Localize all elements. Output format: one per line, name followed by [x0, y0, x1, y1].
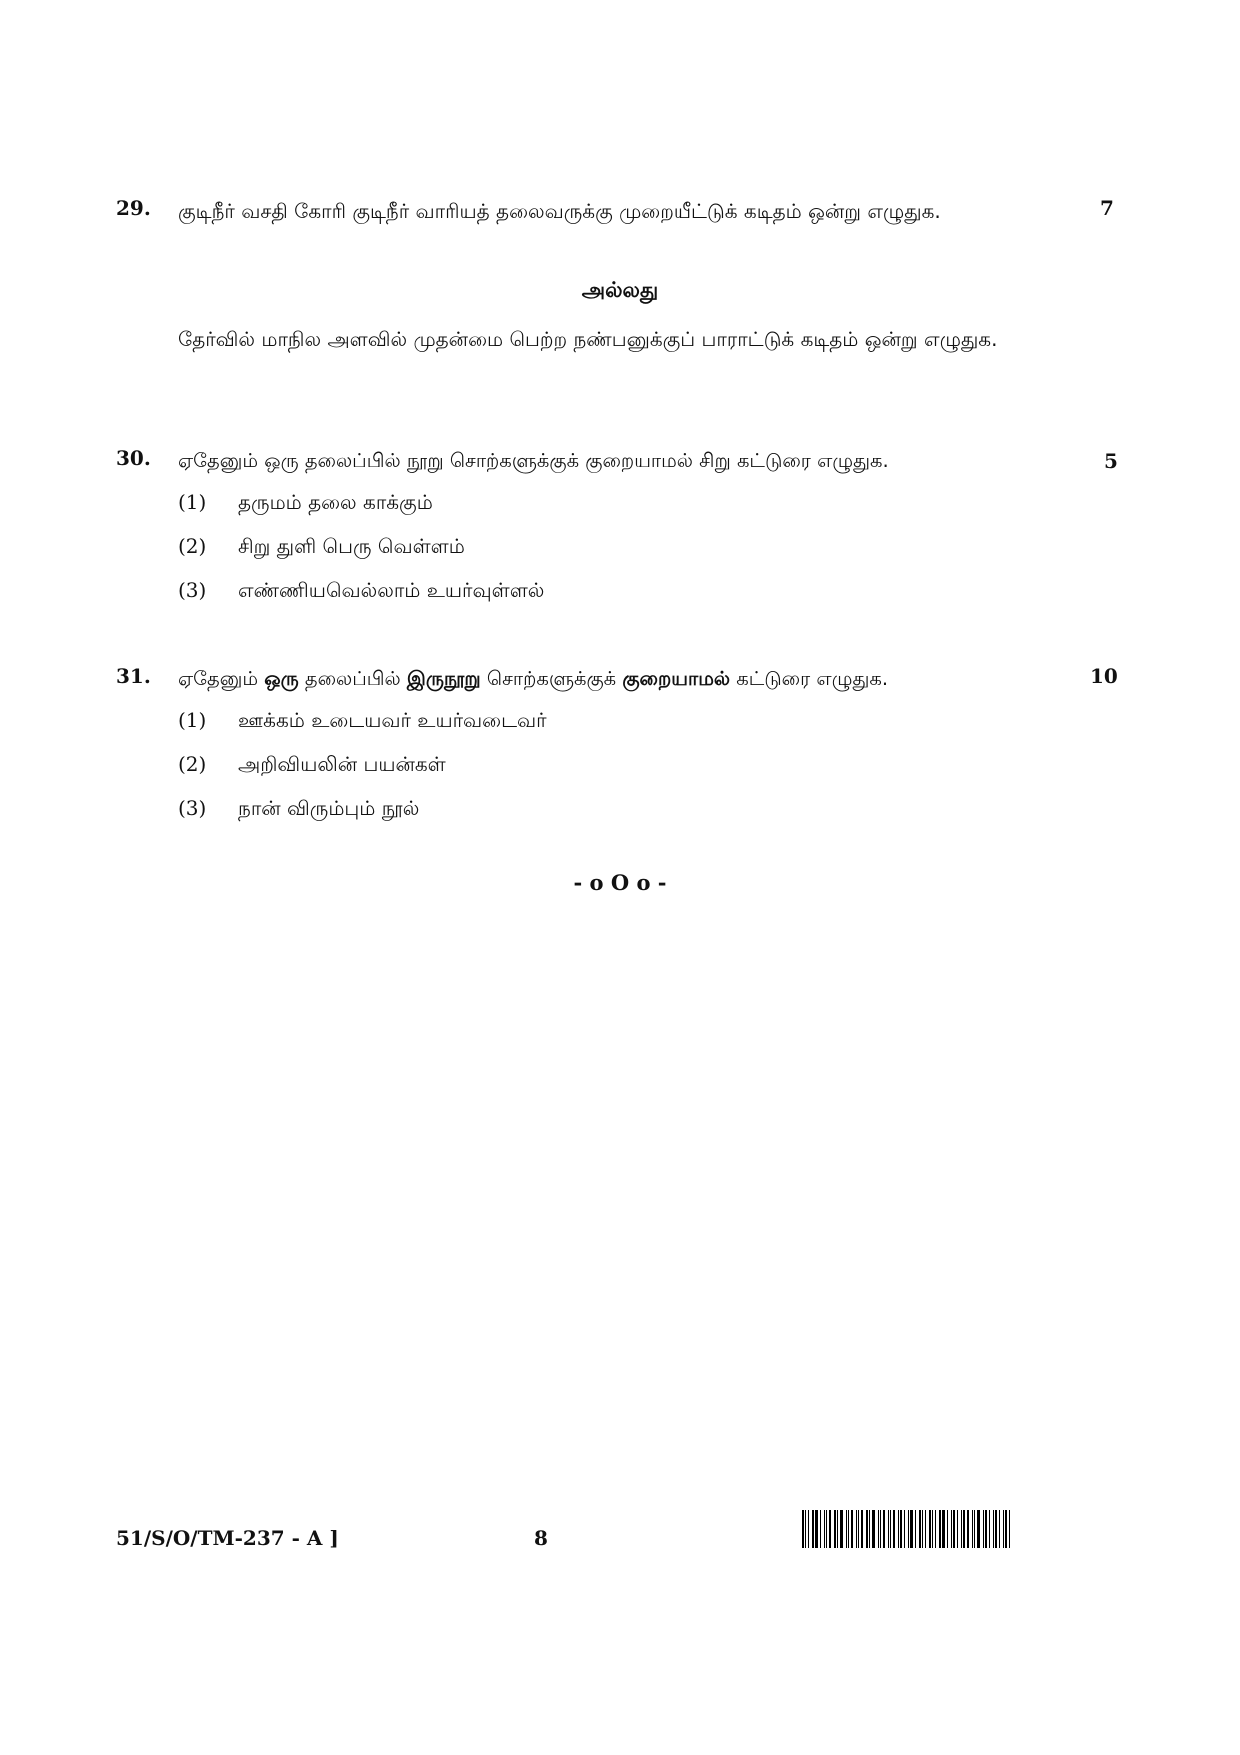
page-number: 8 — [534, 1526, 548, 1550]
barcode-bar — [826, 1510, 827, 1548]
option-number: (1) — [178, 708, 207, 732]
barcode-bar — [939, 1510, 941, 1548]
barcode-bar — [999, 1510, 1000, 1548]
option-number: (2) — [178, 534, 207, 558]
or-label: அல்லது — [581, 278, 659, 302]
barcode-bar — [820, 1510, 821, 1548]
barcode-bar — [872, 1510, 875, 1548]
text-part: கட்டுரை எழுதுக. — [730, 667, 889, 690]
barcode-bar — [893, 1510, 895, 1548]
barcode-bar — [805, 1510, 806, 1548]
barcode-bar — [878, 1510, 879, 1548]
barcode-bar — [1005, 1510, 1007, 1548]
barcode-bar — [880, 1510, 881, 1548]
option-number: (3) — [178, 578, 207, 602]
barcode-bar — [967, 1510, 969, 1548]
barcode-bar — [929, 1510, 931, 1548]
barcode-bar — [900, 1510, 902, 1548]
barcode-bar — [953, 1510, 955, 1548]
question-alt-text: தேர்வில் மாநில அளவில் முதன்மை பெற்ற நண்பனுக்குப் பாராட்டுக் கடிதம் ஒன்று எழுதுக. — [178, 327, 998, 351]
barcode-bar — [908, 1510, 909, 1548]
text-part: தலைப்பில் — [298, 667, 407, 690]
text-part: சொற்களுக்குக் — [480, 667, 623, 690]
text-part-bold: குறையாமல் — [622, 667, 731, 690]
barcode-bar — [858, 1510, 859, 1548]
barcode-bar — [856, 1510, 857, 1548]
question-text — [178, 658, 1058, 700]
list-item — [178, 490, 433, 517]
barcode-bar — [888, 1510, 889, 1548]
barcode-bar — [957, 1510, 958, 1548]
barcode-bar — [1003, 1510, 1004, 1548]
barcode-bar — [834, 1510, 836, 1548]
end-mark: - o O o - — [573, 870, 667, 895]
list-item — [178, 752, 446, 779]
question-marks: 10 — [1090, 664, 1118, 688]
barcode-bar — [1009, 1510, 1010, 1548]
question-text: ஏதேனும் ஒரு தலைப்பில் நூறு சொற்களுக்குக் குறையாமல் சிறு கட்டுரை எழுதுக. — [178, 449, 889, 472]
barcode-bar — [837, 1510, 838, 1548]
barcode-bar — [866, 1510, 868, 1548]
barcode-bar — [808, 1510, 809, 1548]
text-part-bold: ஒரு — [264, 667, 299, 690]
barcode-bar — [848, 1510, 849, 1548]
barcode-bar — [883, 1510, 885, 1548]
barcode-bar — [995, 1510, 997, 1548]
barcode-bar — [925, 1510, 926, 1548]
barcode-bar — [869, 1510, 870, 1548]
paper-code: 51/S/O/TM-237 - A ] — [116, 1526, 339, 1550]
barcode-bar — [932, 1510, 933, 1548]
question-number: 31. — [116, 664, 151, 688]
barcode-bar — [961, 1510, 962, 1548]
question-marks: 7 — [1100, 196, 1114, 220]
barcode-bar — [812, 1510, 814, 1548]
option-number: (2) — [178, 752, 207, 776]
list-item — [178, 534, 465, 561]
option-text: எண்ணியவெல்லாம் உயர்வுள்ளல் — [238, 578, 545, 602]
barcode-bar — [922, 1510, 923, 1548]
barcode-bar — [802, 1510, 804, 1548]
question-text: குடிநீர் வசதி கோரி குடிநீர் வாரியத் தலைவருக்கு முறையீட்டுக் கடிதம் ஒன்று எழுதுக. — [178, 199, 941, 223]
barcode-bar — [993, 1510, 994, 1548]
barcode-bar — [846, 1510, 847, 1548]
list-item — [178, 796, 419, 823]
barcode-bar — [977, 1510, 980, 1548]
option-text: தருமம் தலை காக்கும் — [238, 490, 433, 514]
barcode-bar — [851, 1510, 853, 1548]
barcode-bar — [890, 1510, 891, 1548]
barcode-bar — [983, 1510, 984, 1548]
barcode-bar — [829, 1510, 831, 1548]
list-item — [178, 708, 547, 735]
barcode-bar — [935, 1510, 936, 1548]
barcode-bar — [915, 1510, 916, 1548]
option-number: (1) — [178, 490, 207, 514]
barcode-bar — [951, 1510, 952, 1548]
barcode-bar — [824, 1510, 825, 1548]
option-text: ஊக்கம் உடையவர் உயர்வடைவர் — [238, 708, 547, 732]
list-item — [178, 578, 544, 605]
option-text: அறிவியலின் பயன்கள் — [238, 752, 446, 776]
barcode-bar — [904, 1510, 905, 1548]
barcode-bar — [815, 1510, 818, 1548]
barcode-bar — [963, 1510, 965, 1548]
option-number: (3) — [178, 796, 207, 820]
barcode-bar — [985, 1510, 987, 1548]
question-marks: 5 — [1104, 449, 1118, 473]
barcode-bar — [919, 1510, 921, 1548]
barcode-bar — [861, 1510, 863, 1548]
text-part-bold: இருநூறு — [406, 667, 481, 690]
barcode-bar — [974, 1510, 975, 1548]
question-number: 29. — [116, 196, 151, 220]
option-text: சிறு துளி பெரு வெள்ளம் — [238, 534, 465, 558]
barcode-bar — [898, 1510, 899, 1548]
barcode-bar — [989, 1510, 990, 1548]
barcode-bar — [942, 1510, 945, 1548]
option-text: நான் விரும்பும் நூல் — [238, 796, 420, 820]
question-number: 30. — [116, 446, 151, 470]
barcode-bar — [910, 1510, 913, 1548]
barcode-bar — [947, 1510, 948, 1548]
barcode — [802, 1510, 1014, 1548]
barcode-bar — [972, 1510, 973, 1548]
barcode-bar — [840, 1510, 843, 1548]
text-part: ஏதேனும் — [178, 667, 265, 690]
